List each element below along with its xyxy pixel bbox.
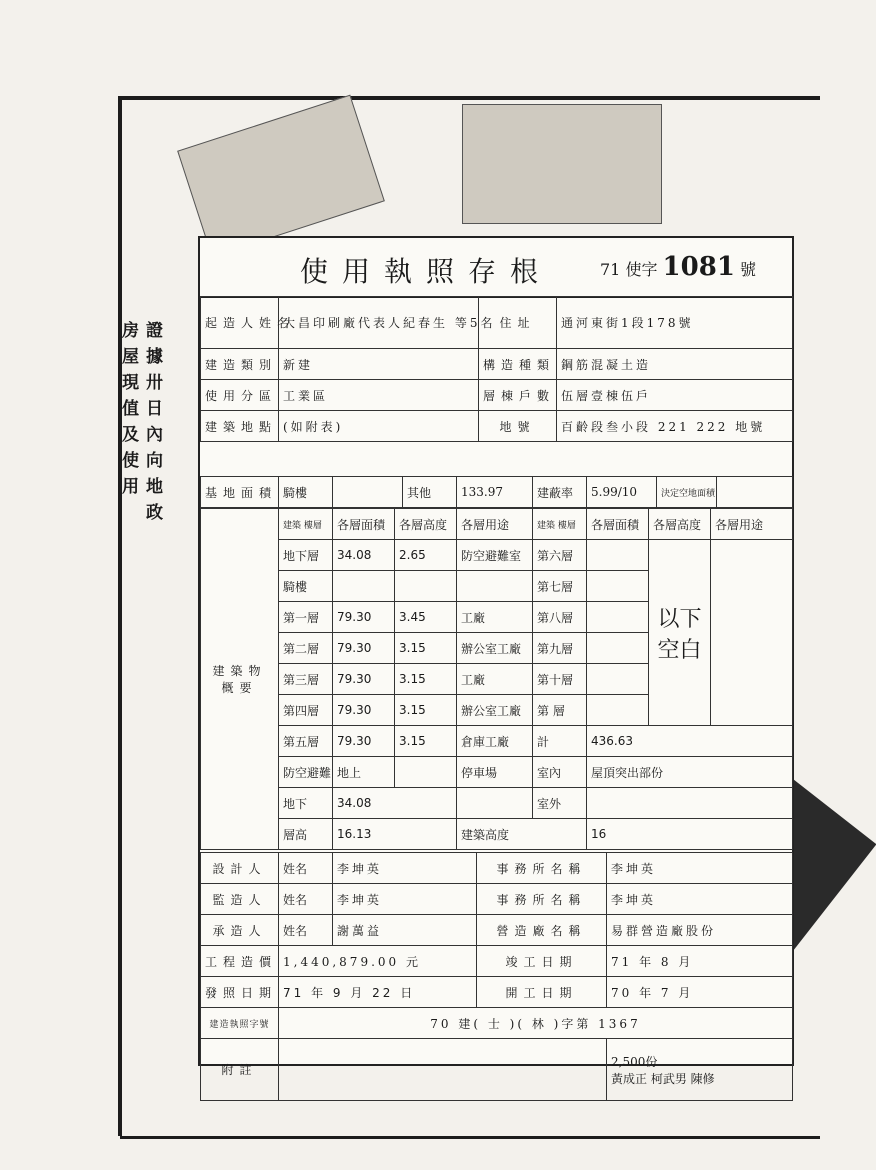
floor-use: 倉庫工廠 — [457, 726, 533, 757]
use-col-header: 各層用途 — [457, 509, 533, 540]
coverage-value: 5.99/10 — [587, 477, 657, 508]
arcade-label: 騎樓 — [279, 477, 333, 508]
revenue-stamp-left — [177, 95, 385, 258]
floor-height: 2.65 — [395, 540, 457, 571]
floor-use: 工廠 — [457, 664, 533, 695]
address-label: 住址 — [479, 297, 557, 349]
arcade-value — [333, 477, 403, 508]
floor-height: 3.15 — [395, 664, 457, 695]
floor-use: 防空避難室 — [457, 540, 533, 571]
upper-floor-name: 第 層 — [533, 695, 587, 726]
license-label: 建造執照字號 — [201, 1008, 279, 1039]
overview-label: 建築物概要 — [201, 509, 279, 850]
owner-value: 大昌印刷廠代表人紀春生 等5名 — [279, 297, 479, 349]
floor-name: 第三層 — [279, 664, 333, 695]
supervisor-office-label: 事務所名稱 — [477, 884, 607, 915]
contractor-label: 承造人 — [201, 915, 279, 946]
parking-outdoor-label — [457, 788, 533, 819]
scan-bottom-edge — [120, 1136, 820, 1139]
height-col-header-2: 各層高度 — [649, 509, 711, 540]
floor-area: 34.08 — [333, 540, 395, 571]
lot-value: 百齡段叁小段 221 222 地號 — [557, 411, 793, 442]
build-type-value: 新建 — [279, 349, 479, 380]
upper-floor-name: 第七層 — [533, 571, 587, 602]
roof-value — [587, 788, 793, 819]
open-space-label: 決定空地面積 — [657, 477, 717, 508]
upper-floor-use — [711, 540, 793, 726]
revenue-stamp-center — [462, 104, 662, 224]
shelter-under-label: 地下 — [279, 788, 333, 819]
upper-floor-name: 第八層 — [533, 602, 587, 633]
parking-indoor: 室內 — [533, 757, 587, 788]
structure-value: 鋼筋混凝土造 — [557, 349, 793, 380]
designer-name: 李坤英 — [333, 853, 477, 884]
fee-value: 2,500份 — [611, 1054, 658, 1069]
name-label: 姓名 — [279, 853, 333, 884]
total-area: 436.63 — [587, 726, 793, 757]
area-col-header: 各層面積 — [333, 509, 395, 540]
signers — [607, 1039, 793, 1101]
structure-label: 構造種類 — [479, 349, 557, 380]
building-height-value: 16 — [587, 819, 793, 850]
permit-prefix: 71 使字 — [600, 260, 658, 279]
lot-label: 地號 — [479, 411, 557, 442]
other-label: 其他 — [403, 477, 457, 508]
cost-label: 工程造價 — [201, 946, 279, 977]
build-type-label: 建造類別 — [201, 349, 279, 380]
upper-floor-area — [587, 695, 649, 726]
supervisor-name: 李坤英 — [333, 884, 477, 915]
completion-label: 竣工日期 — [477, 946, 607, 977]
floor-name: 騎樓 — [279, 571, 333, 602]
designer-office: 李坤英 — [607, 853, 793, 884]
info-table — [200, 296, 793, 442]
height-col-header: 各層高度 — [395, 509, 457, 540]
location-value: (如附表) — [279, 411, 479, 442]
permit-suffix: 號 — [740, 260, 757, 279]
contractor-office-label: 營造廠名稱 — [477, 915, 607, 946]
zone-value: 工業區 — [279, 380, 479, 411]
designer-office-label: 事務所名稱 — [477, 853, 607, 884]
upper-floor-area — [587, 540, 649, 571]
floor-area: 79.30 — [333, 602, 395, 633]
upper-floor-name: 第九層 — [533, 633, 587, 664]
floors-count-label: 層棟戶數 — [479, 380, 557, 411]
permit-number — [600, 252, 756, 282]
parking-label: 停車場 — [457, 757, 533, 788]
floor-use: 工廠 — [457, 602, 533, 633]
floor-name: 第四層 — [279, 695, 333, 726]
building-height-label: 建築高度 — [457, 819, 587, 850]
cost-value: 1,440,879.00 元 — [279, 946, 477, 977]
floor-name: 第二層 — [279, 633, 333, 664]
story-height-value: 16.13 — [333, 819, 457, 850]
floor-col-header-2: 建築 樓層 — [533, 509, 587, 540]
floor-name: 地下層 — [279, 540, 333, 571]
floors-count-value: 伍層壹棟伍戶 — [557, 380, 793, 411]
site-area-table — [200, 476, 793, 508]
name-label: 姓名 — [279, 915, 333, 946]
completion-value: 71 年 8 月 — [607, 946, 793, 977]
floor-use — [457, 571, 533, 602]
total-label: 計 — [533, 726, 587, 757]
floor-area — [333, 571, 395, 602]
contractor-name: 謝萬益 — [333, 915, 477, 946]
side-note-column-1: 房屋現值及使用 — [122, 321, 139, 497]
floor-height: 3.15 — [395, 695, 457, 726]
permit-no: 1081 — [662, 252, 735, 282]
upper-floor-name: 第六層 — [533, 540, 587, 571]
floor-height: 3.45 — [395, 602, 457, 633]
supervisor-label: 監造人 — [201, 884, 279, 915]
floor-area: 79.30 — [333, 726, 395, 757]
scan-left-edge — [118, 96, 122, 1136]
license-value: 70 建( 士 )( 林 )字第 1367 — [279, 1008, 793, 1039]
start-date-label: 開工日期 — [477, 977, 607, 1008]
upper-floor-area — [587, 664, 649, 695]
side-note-column-2: 證據卅日內向地政 — [146, 321, 163, 523]
site-area-label: 基地面積 — [201, 477, 279, 508]
people-table — [200, 852, 793, 1101]
start-date-value: 70 年 7 月 — [607, 977, 793, 1008]
upper-floor-area — [587, 602, 649, 633]
supervisor-office: 李坤英 — [607, 884, 793, 915]
blank-annotation: 以下空白 — [649, 540, 711, 726]
signer-names: 黃成正 柯武男 陳修 — [611, 1071, 715, 1086]
issue-date-label: 發照日期 — [201, 977, 279, 1008]
floor-height: 3.15 — [395, 726, 457, 757]
floor-use: 辦公室工廠 — [457, 633, 533, 664]
remarks-label: 附註 — [201, 1039, 279, 1101]
shelter-ground-value — [395, 757, 457, 788]
remarks-value — [279, 1039, 607, 1101]
floor-area: 79.30 — [333, 664, 395, 695]
shelter-under-value: 34.08 — [333, 788, 457, 819]
owner-label: 起造人姓名 — [201, 297, 279, 349]
parking-outdoor: 室外 — [533, 788, 587, 819]
shelter-ground: 地上 — [333, 757, 395, 788]
title-row — [200, 238, 792, 298]
floor-area: 79.30 — [333, 695, 395, 726]
designer-label: 設計人 — [201, 853, 279, 884]
floor-area: 79.30 — [333, 633, 395, 664]
floor-name: 第一層 — [279, 602, 333, 633]
upper-floor-name: 第十層 — [533, 664, 587, 695]
floors-table — [200, 508, 793, 850]
floor-use: 辦公室工廠 — [457, 695, 533, 726]
floor-col-header: 建築 樓層 — [279, 509, 333, 540]
scan-top-edge — [120, 96, 820, 100]
use-col-header-2: 各層用途 — [711, 509, 793, 540]
floor-name: 第五層 — [279, 726, 333, 757]
upper-floor-area — [587, 571, 649, 602]
contractor-office: 易群營造廠股份 — [607, 915, 793, 946]
shelter-label: 防空避難 — [279, 757, 333, 788]
issue-date-value: 71 年 9 月 22 日 — [279, 977, 477, 1008]
address-value: 通河東街1段178號 — [557, 297, 793, 349]
permit-stub-form — [198, 236, 794, 1086]
story-height-label: 層高 — [279, 819, 333, 850]
area-col-header-2: 各層面積 — [587, 509, 649, 540]
form-title: 使用執照存根 — [300, 255, 553, 288]
zone-label: 使用分區 — [201, 380, 279, 411]
upper-floor-area — [587, 633, 649, 664]
coverage-label: 建蔽率 — [533, 477, 587, 508]
floor-height — [395, 571, 457, 602]
other-value: 133.97 — [457, 477, 533, 508]
floor-height: 3.15 — [395, 633, 457, 664]
name-label: 姓名 — [279, 884, 333, 915]
roof-label: 屋頂突出部份 — [587, 757, 793, 788]
open-space-value — [717, 477, 793, 508]
location-label: 建築地點 — [201, 411, 279, 442]
